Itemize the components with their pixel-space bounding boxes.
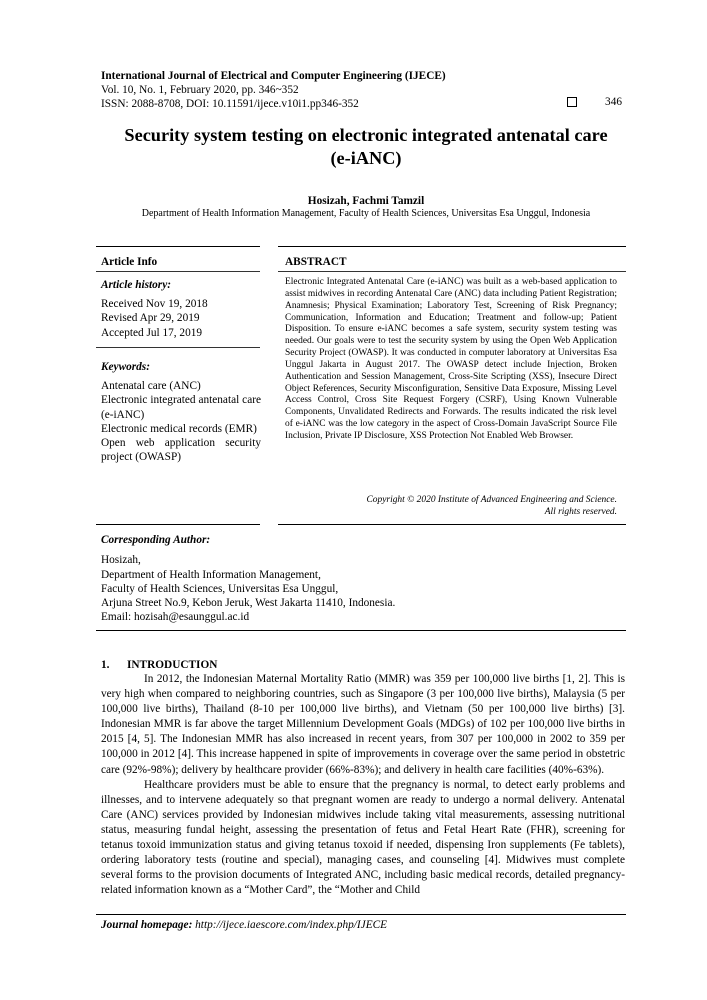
article-info-heading: Article Info [101, 256, 158, 268]
rule-footer [96, 914, 626, 915]
keyword-item: Open web application security project (OWASP) [101, 437, 261, 464]
copyright-line-2: All rights reserved. [544, 507, 617, 517]
authors: Hosizah, Fachmi Tamzil [307, 195, 425, 207]
journal-header [101, 69, 631, 111]
introduction-body [101, 672, 625, 898]
rule-right-bottom [278, 524, 626, 525]
rule-left-bottom [96, 524, 260, 525]
rule-left-top [96, 246, 260, 247]
journal-issn: ISSN: 2088-8708, DOI: 10.11591/ijece.v10i1.pp346-352 [101, 98, 359, 110]
abstract-text: Electronic Integrated Antenatal Care (e-iANC) was built as a web-based application to assist midwives in recording Antenatal Care (ANC) data including Patient Registration; Anamnesis; Physical Examination; Laboratory Test, Screening of Risk Pregnancy; Communication, Information and Education; Treatment and follow-up; Patient Disposition. To ensure e-iANC becomes a safe system, security system testing was needed. Our goals were to test the security system by using the Open Web Application Security Project (OWASP). It was conducted in computer laboratory at Universitas Esa Unggul Jakarta in August 2017. The OWASP detect include Injection, Broken Authentication and Session Management, Cross-Site Scripting (XSS), Insecure Direct Object References, Security Misconfiguration, Sensitive Data Exposure, Missing Level Access Control, Cross Site Request Forgery (CSRF), Using Known Vulnerable Components, Unvalidated Redirects and Forwards. The results indicated the risk level of e-iANC was the low category in the aspect of Cross-Domain JavaScript Source File Inclusion, Private IP Disclosure, XSS Protection Not Enabled Web Browser. [285, 277, 617, 441]
corresponding-heading: Corresponding Author: [101, 534, 211, 546]
keywords [101, 360, 261, 464]
history-revised: Revised Apr 29, 2019 [101, 312, 200, 325]
keywords-heading: Keywords: [101, 361, 150, 373]
corresponding-email: Email: hozisah@esaunggul.ac.id [101, 611, 250, 624]
page-number-group [567, 96, 622, 108]
paragraph: In 2012, the Indonesian Maternal Mortality Ratio (MMR) was 359 per 100,000 live births [1, 2]. This is very high when compared to neighboring countries, such as Singapore (3 per 100,000 live births), Malaysia (5 per 100,000 live births), Thailand (8-10 per 100,000 live births), and Vietnam (50 per 100,000 live births) [3]. Indonesian MMR is far above the target Millennium Development Goals (MDGs) of 102 per 100,000 live births in 2015 [4, 5]. The Indonesian MMR has also increased in recent years, from 307 per 100,000 in 2002 to 359 per 100,000 in 2012 [4]. This increase happened in spite of improvements in coverage over the same period in obstetric care (92%-98%); delivery by healthcare provider (66%-83%); and delivery in health care facilities (40%-63%). [101, 673, 625, 776]
corresponding-line: Faculty of Health Sciences, Universitas Esa Unggul, [101, 582, 339, 595]
rule-after-corresponding [96, 630, 626, 631]
abstract-heading: ABSTRACT [285, 256, 347, 268]
rule-right-top [278, 246, 626, 247]
rule-left-keywords [96, 347, 260, 348]
corresponding-line: Department of Health Information Management, [101, 568, 321, 581]
homepage-label: Journal homepage [101, 919, 189, 931]
corresponding-line: Arjuna Street No.9, Kebon Jeruk, West Jakarta 11410, Indonesia. [101, 597, 396, 610]
history-received: Received Nov 19, 2018 [101, 298, 208, 311]
journal-name: International Journal of Electrical and Computer Engineering (IJECE) [101, 70, 446, 82]
section-number: 1. [101, 659, 110, 671]
affiliation: Department of Health Information Management, Faculty of Health Sciences, Universitas Esa Unggul, Indonesia [141, 208, 591, 219]
rule-right-sub [278, 271, 626, 272]
journal-homepage: Journal homepage: http://ijece.iaescore.com/index.php/IJECE [101, 919, 388, 931]
checkbox-square-icon [567, 97, 577, 107]
keyword-item: Antenatal care (ANC) [101, 380, 201, 393]
article-history [101, 278, 261, 340]
homepage-link[interactable]: http://ijece.iaescore.com/index.php/IJECE [195, 919, 388, 931]
journal-volume: Vol. 10, No. 1, February 2020, pp. 346~352 [101, 84, 299, 96]
corresponding-line: Hosizah, [101, 554, 141, 567]
section-title: INTRODUCTION [127, 659, 218, 671]
history-heading: Article history: [101, 279, 171, 291]
paragraph: Healthcare providers must be able to ensure that the pregnancy is normal, to detect early problems and illnesses, and to intervene adequately so that pregnant women are ready to undergo a normal delivery. Antenatal Care (ANC) services provided by Indonesian midwives include taking vital measurements, assessing nutritional status, measuring fundal height, assessing the presentation of fetus and Fetal Heart Rate (FHR), screening for tetanus toxoid immunization status and giving tetanus toxoid if needed, dispensing Iron supplements (Fe tablets), ordering laboratory tests (routine and special), managing cases, and counseling [4]. Midwives must complete several forms to the provision documents of Integrated ANC, including basic medical records, detailed pregnancy-related information known as a “Mother Card”, the “Mother and Child [101, 778, 625, 897]
copyright [285, 494, 617, 518]
history-accepted: Accepted Jul 17, 2019 [101, 326, 203, 339]
copyright-line-1: Copyright © 2020 Institute of Advanced Engineering and Science. [366, 495, 617, 505]
rule-left-sub [96, 271, 260, 272]
title-line-2: (e-iANC) [330, 148, 402, 168]
keyword-item: Electronic integrated antenatal care (e-iANC) [101, 394, 261, 421]
page-number: 346 [605, 96, 622, 108]
paper-title [101, 124, 631, 170]
introduction-heading [101, 659, 217, 671]
title-line-1: Security system testing on electronic integrated antenatal care [124, 125, 608, 145]
keyword-item: Electronic medical records (EMR) [101, 422, 257, 435]
corresponding-author [101, 533, 631, 625]
